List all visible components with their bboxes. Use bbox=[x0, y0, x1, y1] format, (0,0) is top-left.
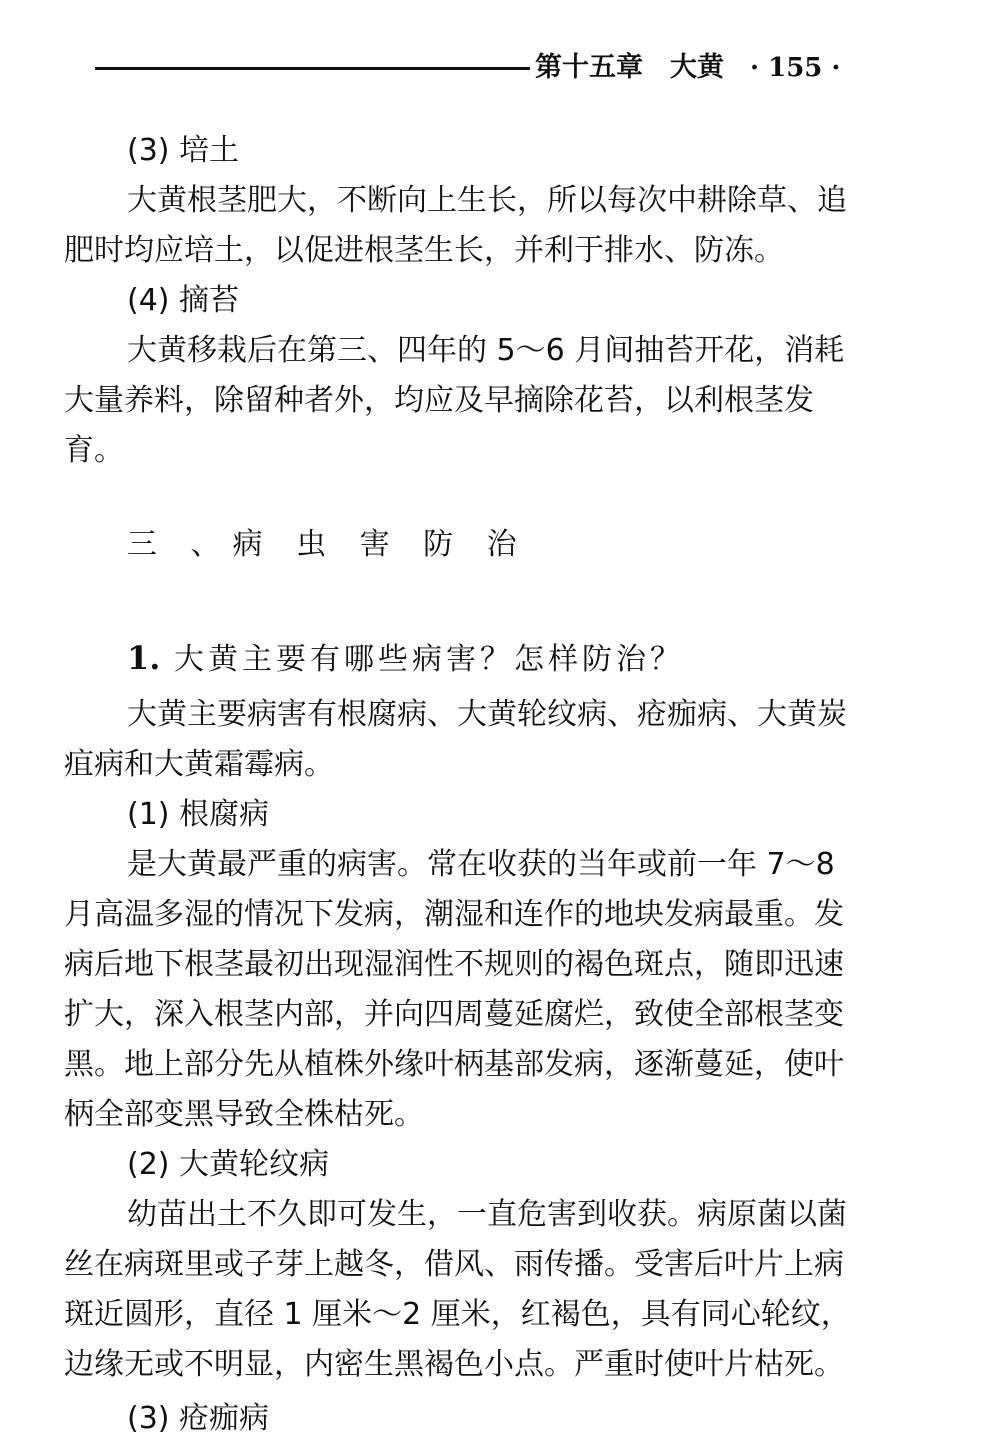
paragraph-line: 扩大，深入根茎内部，并向四周蔓延腐烂，致使全部根茎变 bbox=[64, 997, 844, 1032]
subheading-chuangjiabing: (3) 疮痂病 bbox=[127, 1401, 270, 1436]
paragraph-line: 是大黄最严重的病害。常在收获的当年或前一年 7～8 bbox=[127, 847, 835, 882]
page-number: · 155 · bbox=[750, 53, 841, 83]
subheading-zhaitai: (4) 摘苔 bbox=[127, 283, 240, 318]
paragraph-line: 大量养料，除留种者外，均应及早摘除花苔，以利根茎发 bbox=[64, 383, 814, 418]
paragraph-line: 疽病和大黄霜霉病。 bbox=[64, 747, 334, 782]
subheading-peitu: (3) 培土 bbox=[127, 133, 240, 168]
paragraph-line: 边缘无或不明显，内密生黑褐色小点。严重时使叶片枯死。 bbox=[64, 1347, 844, 1382]
question-heading bbox=[64, 632, 889, 686]
running-header bbox=[95, 48, 855, 88]
section-heading: 三 、病 虫 害 防 治 bbox=[127, 527, 529, 562]
question-text: 大黄主要有哪些病害？怎样防治？ bbox=[173, 642, 684, 677]
paragraph-line: 丝在病斑里或子芽上越冬，借风、雨传播。受害后叶片上病 bbox=[64, 1247, 844, 1282]
paragraph-line: 病后地下根茎最初出现湿润性不规则的褐色斑点，随即迅速 bbox=[64, 947, 844, 982]
paragraph-line: 育。 bbox=[64, 433, 124, 468]
question-number: 1. bbox=[127, 639, 161, 677]
paragraph-line: 大黄移栽后在第三、四年的 5～6 月间抽苔开花，消耗 bbox=[127, 333, 845, 368]
paragraph-line: 大黄根茎肥大，不断向上生长，所以每次中耕除草、追 bbox=[127, 183, 847, 218]
paragraph-line: 大黄主要病害有根腐病、大黄轮纹病、疮痂病、大黄炭 bbox=[127, 697, 847, 732]
paragraph-line: 斑近圆形，直径 1 厘米～2 厘米，红褐色，具有同心轮纹， bbox=[64, 1297, 851, 1332]
header-rule bbox=[95, 67, 530, 70]
paragraph-line: 肥时均应培土，以促进根茎生长，并利于排水、防冻。 bbox=[64, 233, 784, 268]
paragraph-line: 黑。地上部分先从植株外缘叶柄基部发病，逐渐蔓延，使叶 bbox=[64, 1047, 844, 1082]
paragraph-line: 幼苗出土不久即可发生，一直危害到收获。病原菌以菌 bbox=[127, 1197, 847, 1232]
chapter-title: 第十五章 大黄 bbox=[535, 52, 724, 83]
paragraph-line: 月高温多湿的情况下发病，潮湿和连作的地块发病最重。发 bbox=[64, 897, 844, 932]
subheading-genfubing: (1) 根腐病 bbox=[127, 797, 270, 832]
body-text bbox=[64, 126, 889, 1444]
subheading-lunwenbing: (2) 大黄轮纹病 bbox=[127, 1147, 330, 1182]
paragraph-line: 柄全部变黑导致全株枯死。 bbox=[64, 1097, 424, 1132]
